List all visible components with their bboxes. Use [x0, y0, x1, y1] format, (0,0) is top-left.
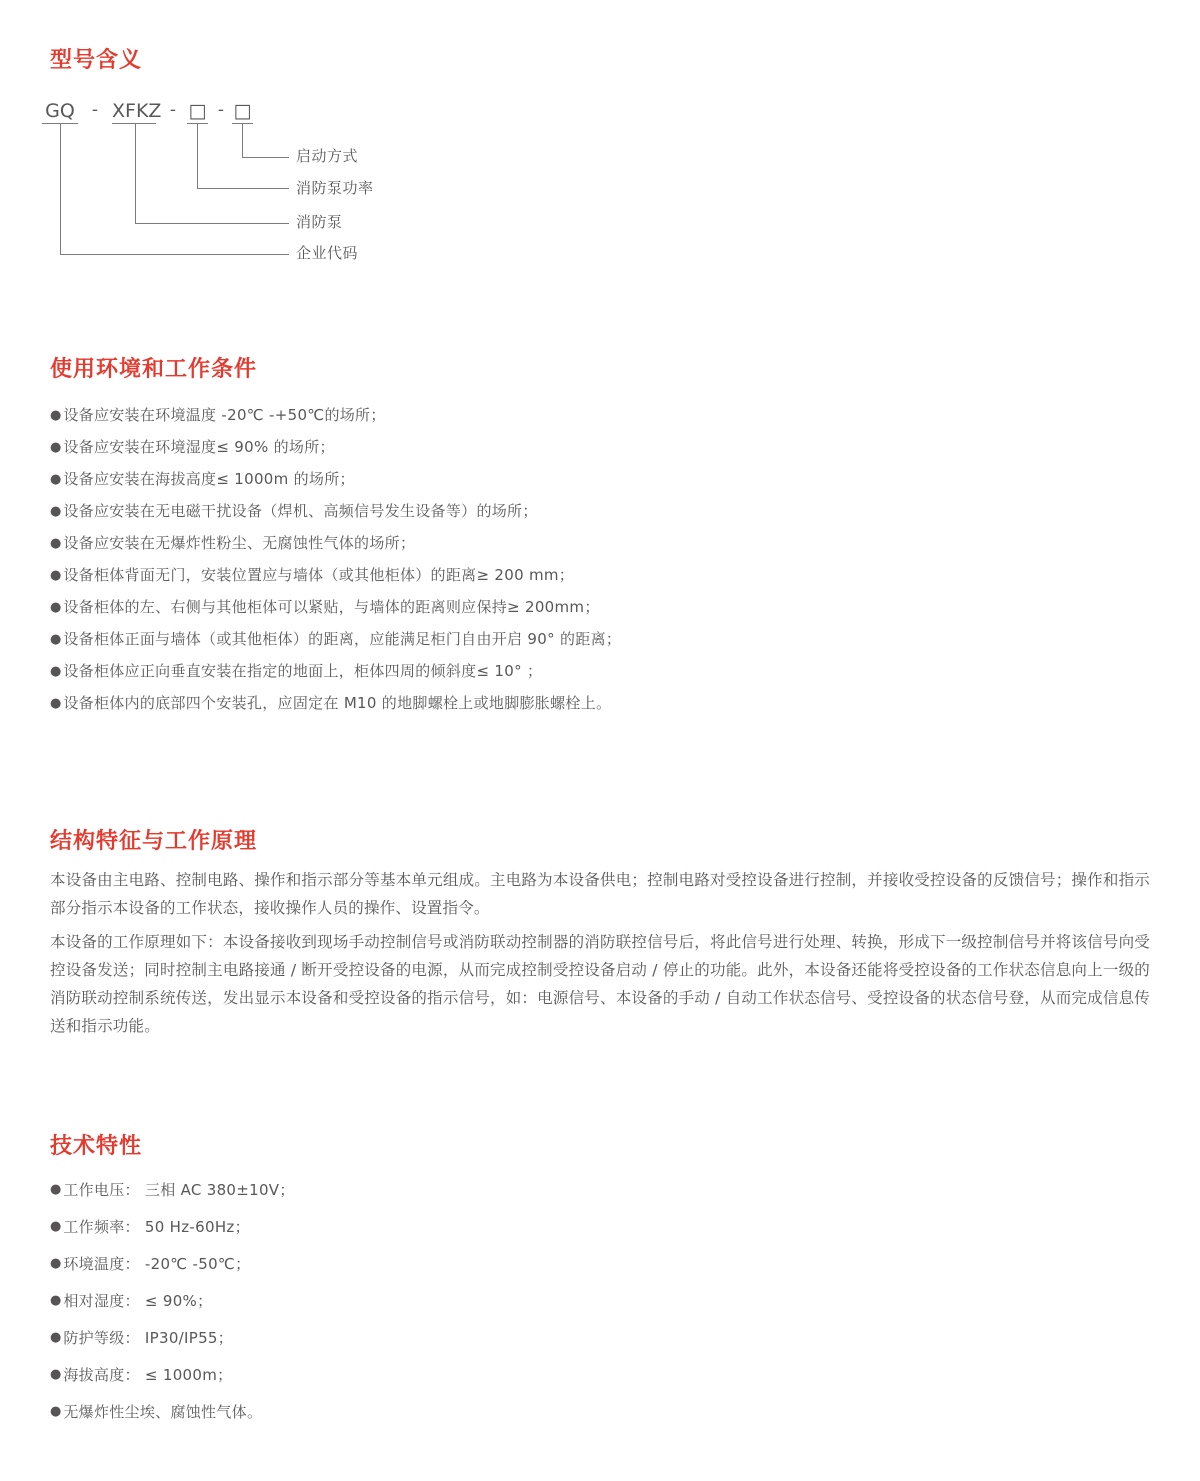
diagram-label-company-code: 企业代码 [296, 244, 359, 262]
bullet-icon: ● [50, 695, 62, 711]
bullet-icon: ● [50, 1404, 62, 1419]
list-item [50, 623, 621, 655]
list-item-text: 防护等级： IP30/IP55； [63, 1328, 234, 1347]
model-placeholder-box: □ [188, 100, 207, 122]
list-item-text: 设备柜体的左、右侧与其他柜体可以紧贴，与墙体的距离则应保持≥ 200mm； [63, 598, 600, 616]
connector-line-company-code [60, 124, 289, 255]
list-item [50, 1171, 295, 1208]
model-placeholder-box: □ [233, 100, 252, 122]
list-item [50, 559, 621, 591]
bullet-icon: ● [50, 535, 62, 551]
list-item-text: 海拔高度： ≤ 1000m； [63, 1365, 233, 1384]
bullet-icon: ● [50, 599, 62, 615]
list-item [50, 1245, 295, 1282]
list-item-text: 环境温度： -20℃ -50℃； [63, 1254, 251, 1273]
list-item-text: 设备应安装在环境温度 -20℃ -+50℃的场所； [63, 406, 386, 424]
list-item [50, 1393, 295, 1430]
diagram-label-start-mode: 启动方式 [296, 147, 359, 165]
diagram-label-pump: 消防泵 [296, 213, 343, 231]
structure-paragraph: 本设备由主电路、控制电路、操作和指示部分等基本单元组成。主电路为本设备供电；控制电路对受控设备进行控制，并接收受控设备的反馈信号；操作和指示部分指示本设备的工作状态，接收操作人员的操作、设置指令。 [50, 871, 1150, 917]
environment-list [50, 399, 621, 719]
bullet-icon: ● [50, 1256, 62, 1271]
section-heading-environment: 使用环境和工作条件 [50, 357, 258, 382]
bullet-icon: ● [50, 503, 62, 519]
list-item-text: 设备应安装在海拔高度≤ 1000m 的场所； [63, 470, 355, 488]
list-item [50, 399, 621, 431]
list-item-text: 设备柜体应正向垂直安装在指定的地面上，柜体四周的倾斜度≤ 10° ； [63, 662, 543, 680]
list-item [50, 655, 621, 687]
bullet-icon: ● [50, 1182, 62, 1197]
list-item-text: 无爆炸性尘埃、腐蚀性气体。 [63, 1402, 263, 1421]
list-item-text: 工作频率： 50 Hz-60Hz； [63, 1217, 250, 1236]
list-item-text: 设备柜体内的底部四个安装孔，应固定在 M10 的地脚螺栓上或地脚膨胀螺栓上。 [63, 694, 612, 712]
list-item [50, 591, 621, 623]
list-item [50, 463, 621, 495]
section-heading-model-meaning: 型号含义 [50, 48, 143, 73]
bullet-icon: ● [50, 471, 62, 487]
model-code-separator: - [217, 100, 225, 120]
list-item [50, 1208, 295, 1245]
bullet-icon: ● [50, 631, 62, 647]
bullet-icon: ● [50, 439, 62, 455]
model-code-separator: - [169, 100, 177, 120]
list-item-text: 相对湿度： ≤ 90%； [63, 1291, 213, 1310]
bullet-icon: ● [50, 663, 62, 679]
list-item [50, 431, 621, 463]
list-item [50, 687, 621, 719]
list-item [50, 1282, 295, 1319]
bullet-icon: ● [50, 1293, 62, 1308]
list-item-text: 设备柜体背面无门，安装位置应与墙体（或其他柜体）的距离≥ 200 mm； [63, 566, 575, 584]
list-item-text: 工作电压： 三相 AC 380±10V； [63, 1180, 295, 1199]
bullet-icon: ● [50, 1367, 62, 1382]
bullet-icon: ● [50, 1219, 62, 1234]
list-item-text: 设备应安装在无电磁干扰设备（焊机、高频信号发生设备等）的场所； [63, 502, 538, 520]
model-code-part-pump: XFKZ [112, 100, 162, 122]
list-item-text: 设备柜体正面与墙体（或其他柜体）的距离，应能满足柜门自由开启 90° 的距离； [63, 630, 622, 648]
list-item-text: 设备应安装在无爆炸性粉尘、无腐蚀性气体的场所； [63, 534, 416, 552]
list-item [50, 1319, 295, 1356]
tech-list [50, 1171, 295, 1430]
bullet-icon: ● [50, 1330, 62, 1345]
section-heading-tech: 技术特性 [50, 1134, 143, 1159]
structure-paragraph: 本设备的工作原理如下：本设备接收到现场手动控制信号或消防联动控制器的消防联控信号后，将此信号进行处理、转换，形成下一级控制信号并将该信号向受控设备发送；同时控制主电路接通 / 断开受控设备的电源，从而完成控制受控设备启动 / 停止的功能。此外，本设备还能将受控设备的工作状态信息向上一级的消防联动控制系统传送，发出显示本设备和受控设备的指示信号，如：电源信号、本设备的手动 / 自动工作状态信号、受控设备的状态信号登，从而完成信息传送和指示功能。 [50, 933, 1150, 1035]
list-item-text: 设备应安装在环境湿度≤ 90% 的场所； [63, 438, 335, 456]
list-item [50, 527, 621, 559]
model-code-part-company: GQ [42, 101, 78, 124]
bullet-icon: ● [50, 567, 62, 583]
list-item [50, 495, 621, 527]
section-heading-structure: 结构特征与工作原理 [50, 829, 258, 854]
list-item [50, 1356, 295, 1393]
model-code-separator: - [91, 100, 99, 120]
bullet-icon: ● [50, 407, 62, 423]
diagram-label-pump-power: 消防泵功率 [296, 179, 374, 197]
